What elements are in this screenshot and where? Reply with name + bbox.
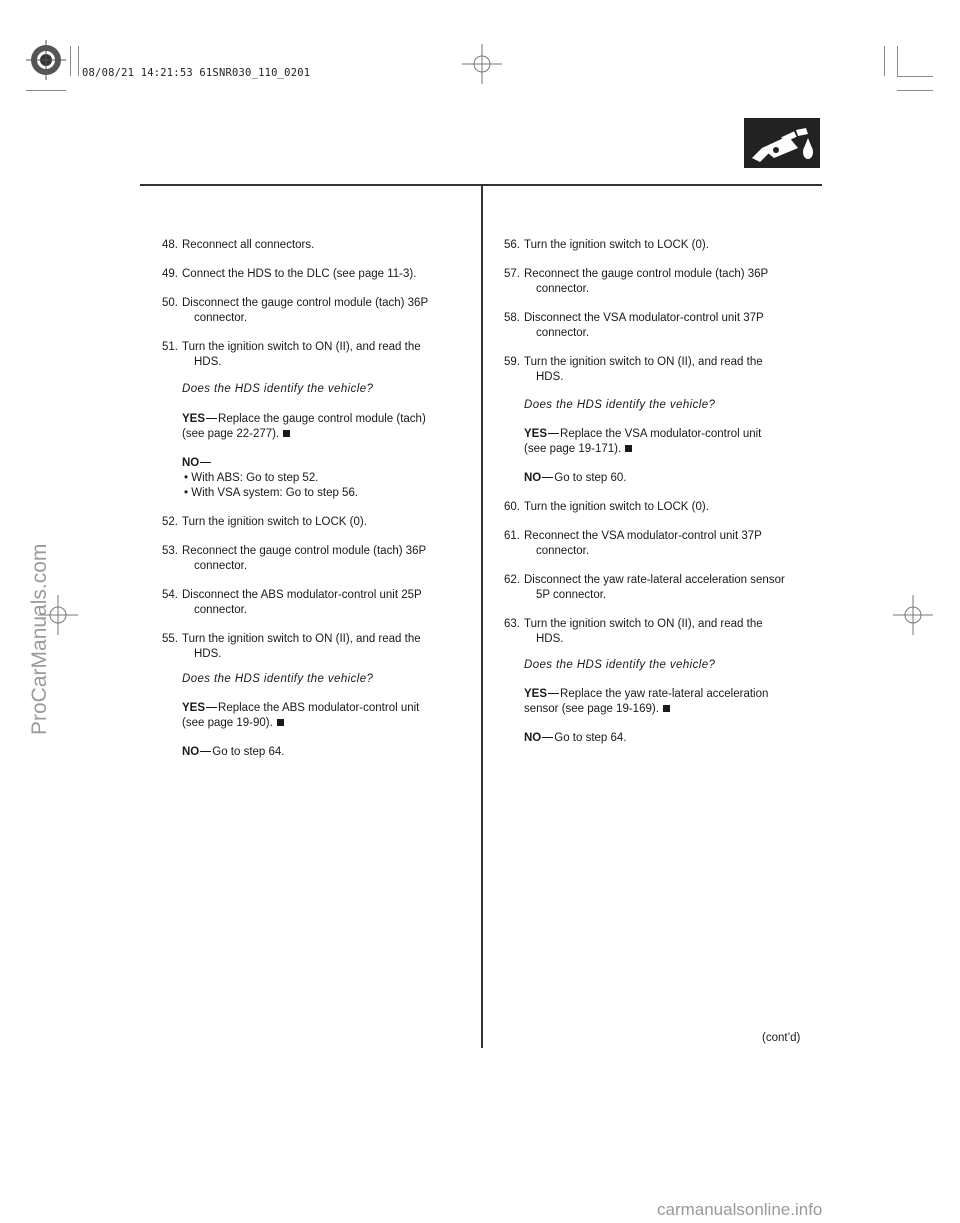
answer-yes — [524, 427, 761, 441]
step-text: Disconnect the yaw rate-lateral acceleration sensor — [524, 574, 785, 586]
step-text-continued: HDS. — [536, 633, 564, 645]
watermark-bottom: carmanualsonline.info — [657, 1200, 823, 1219]
answer-no — [524, 471, 627, 485]
step-number: 57. — [504, 268, 520, 280]
step-number: 50. — [162, 297, 178, 309]
answer-yes-continued — [524, 442, 632, 456]
em-dash — [548, 433, 559, 434]
answer-yes — [182, 412, 426, 426]
end-square-icon — [277, 719, 284, 726]
answer-no-bullet: • With ABS: Go to step 52. — [184, 472, 319, 484]
step-text: Disconnect the gauge control module (tach) 36P — [182, 297, 429, 309]
step-text-continued: connector. — [194, 312, 248, 324]
step-text-continued: HDS. — [536, 371, 564, 383]
step-text: Turn the ignition switch to ON (II), and read the — [524, 356, 763, 368]
step-text: Turn the ignition switch to LOCK (0). — [524, 239, 709, 251]
answer-text: Replace the VSA modulator-control unit — [560, 428, 762, 440]
step-text: Turn the ignition switch to LOCK (0). — [182, 516, 367, 528]
fuel-nozzle-icon — [744, 118, 820, 168]
yes-label: YES — [524, 688, 548, 700]
step-number: 62. — [504, 574, 520, 586]
yes-label: YES — [182, 702, 206, 714]
no-label: NO — [182, 746, 200, 758]
answer-text: Go to step 64. — [554, 732, 627, 744]
step-text: Connect the HDS to the DLC (see page 11-3). — [182, 268, 417, 280]
em-dash — [206, 418, 217, 419]
registration-target-icon — [26, 40, 66, 80]
end-square-icon — [663, 705, 670, 712]
answer-text: Go to step 64. — [212, 746, 285, 758]
end-square-icon — [283, 430, 290, 437]
answer-yes-continued — [182, 716, 284, 730]
question: Does the HDS identify the vehicle? — [182, 383, 374, 395]
step-text: Turn the ignition switch to ON (II), and read the — [524, 618, 763, 630]
crop-line — [78, 46, 79, 76]
crop-line — [897, 90, 933, 91]
answer-text: Replace the yaw rate-lateral acceleration — [560, 688, 769, 700]
continued-note: (cont’d) — [762, 1032, 801, 1044]
crop-line — [26, 90, 66, 91]
step-text-continued: connector. — [194, 604, 248, 616]
step-text-continued: 5P connector. — [536, 589, 607, 601]
step-text: Reconnect the gauge control module (tach) 36P — [524, 268, 769, 280]
step-number: 52. — [162, 516, 178, 528]
no-label: NO — [524, 472, 542, 484]
step-text-continued: connector. — [194, 560, 248, 572]
step-text-continued: connector. — [536, 327, 590, 339]
step-text: Reconnect all connectors. — [182, 239, 315, 251]
crop-line — [897, 76, 933, 77]
answer-text: Replace the ABS modulator-control unit — [218, 702, 420, 714]
step-text: Reconnect the gauge control module (tach) 36P — [182, 545, 427, 557]
answer-no — [182, 745, 285, 759]
step-number: 60. — [504, 501, 520, 513]
answer-yes — [524, 687, 768, 701]
print-stamp: 08/08/21 14:21:53 61SNR030_110_0201 — [82, 67, 311, 79]
crop-line — [70, 46, 71, 76]
question: Does the HDS identify the vehicle? — [182, 673, 374, 685]
crosshair-icon — [462, 44, 502, 84]
step-number: 61. — [504, 530, 520, 542]
step-text: Turn the ignition switch to ON (II), and read the — [182, 341, 421, 353]
step-text: Disconnect the VSA modulator-control unit 37P — [524, 312, 764, 324]
watermark-side: ProCarManuals.com — [28, 543, 51, 735]
em-dash — [542, 477, 553, 478]
step-text: Turn the ignition switch to LOCK (0). — [524, 501, 709, 513]
step-number: 58. — [504, 312, 520, 324]
em-dash — [206, 707, 217, 708]
answer-no — [524, 731, 627, 745]
step-number: 49. — [162, 268, 178, 280]
end-square-icon — [625, 445, 632, 452]
step-number: 63. — [504, 618, 520, 630]
em-dash — [200, 462, 211, 463]
answer-text: Replace the gauge control module (tach) — [218, 413, 426, 425]
section-icon-box — [744, 118, 820, 168]
answer-no — [182, 456, 212, 470]
answer-text-continued: (see page 22-277). — [182, 428, 280, 440]
step-number: 56. — [504, 239, 520, 251]
step-text-continued: HDS. — [194, 356, 222, 368]
answer-text-continued: (see page 19-171). — [524, 443, 622, 455]
crop-line — [897, 46, 898, 76]
question: Does the HDS identify the vehicle? — [524, 399, 716, 411]
step-number: 55. — [162, 633, 178, 645]
step-number: 53. — [162, 545, 178, 557]
question: Does the HDS identify the vehicle? — [524, 659, 716, 671]
step-text: Reconnect the VSA modulator-control unit 37P — [524, 530, 762, 542]
crop-line — [884, 46, 885, 76]
step-text-continued: connector. — [536, 283, 590, 295]
yes-label: YES — [182, 413, 206, 425]
em-dash — [200, 751, 211, 752]
yes-label: YES — [524, 428, 548, 440]
step-text: Turn the ignition switch to ON (II), and read the — [182, 633, 421, 645]
answer-yes — [182, 701, 419, 715]
step-text-continued: connector. — [536, 545, 590, 557]
column-divider — [481, 186, 483, 1048]
crosshair-icon — [893, 595, 933, 635]
step-text-continued: HDS. — [194, 648, 222, 660]
answer-text-continued: sensor (see page 19-169). — [524, 703, 659, 715]
answer-yes-continued — [182, 427, 290, 441]
answer-no-bullet: • With VSA system: Go to step 56. — [184, 487, 359, 499]
answer-yes-continued — [524, 702, 670, 716]
step-number: 48. — [162, 239, 178, 251]
answer-text-continued: (see page 19-90). — [182, 717, 273, 729]
no-label: NO — [182, 457, 200, 469]
answer-text: Go to step 60. — [554, 472, 627, 484]
em-dash — [548, 693, 559, 694]
step-number: 59. — [504, 356, 520, 368]
step-number: 51. — [162, 341, 178, 353]
no-label: NO — [524, 732, 542, 744]
step-number: 54. — [162, 589, 178, 601]
em-dash — [542, 737, 553, 738]
step-text: Disconnect the ABS modulator-control unit 25P — [182, 589, 422, 601]
